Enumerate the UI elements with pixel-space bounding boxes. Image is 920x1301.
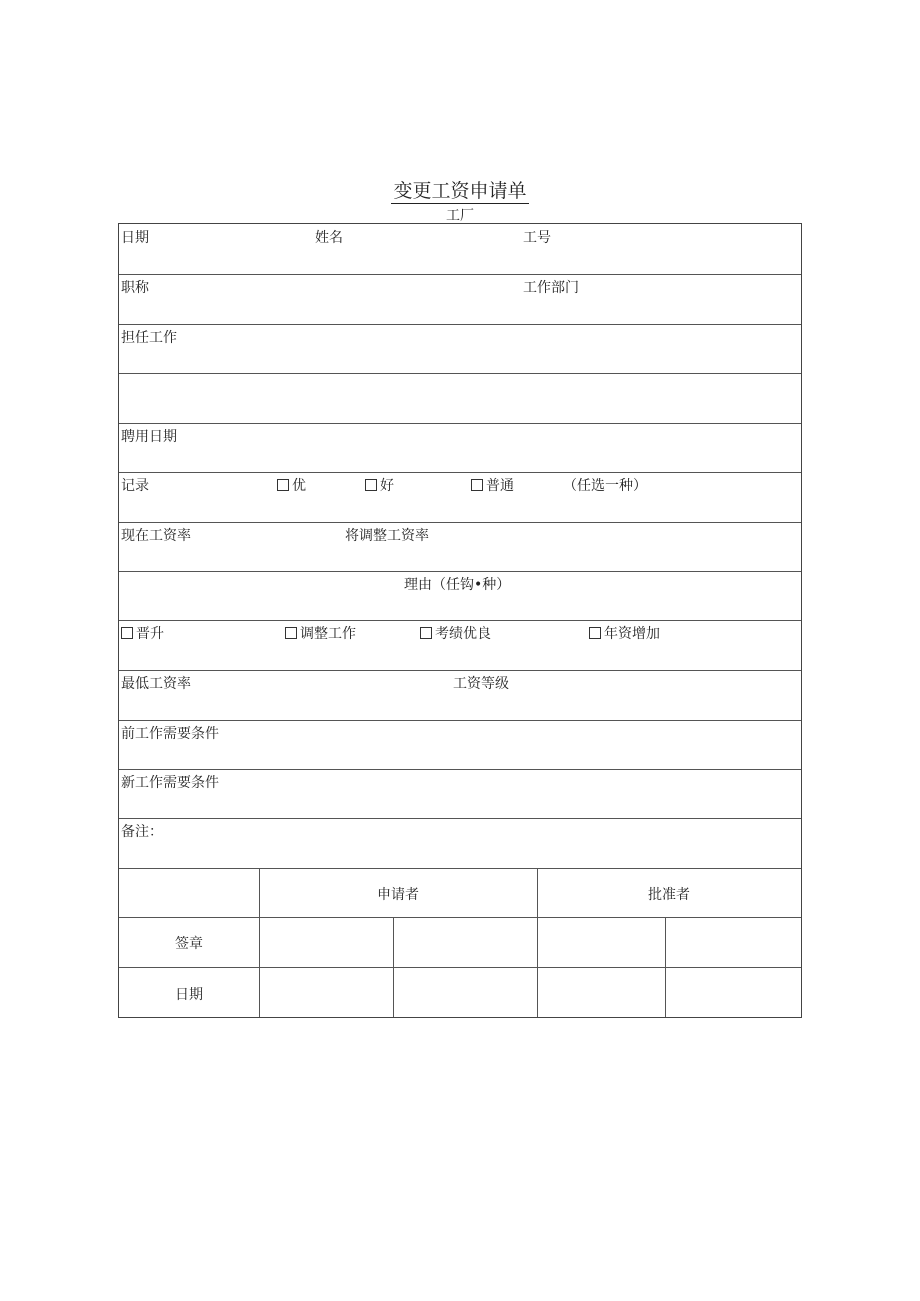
checkbox-icon <box>589 627 601 639</box>
checkbox-icon <box>365 479 377 491</box>
employee-number-label: 工号 <box>523 230 551 246</box>
form-title: 变更工资申请单 <box>393 180 527 202</box>
row-reason <box>119 571 801 621</box>
row-min-rate-grade <box>119 670 801 721</box>
reason-label: 理由（任钩•种） <box>404 577 511 593</box>
factory-label: 工厂 <box>446 208 474 224</box>
table-divider <box>259 868 260 1017</box>
row-title-dept <box>119 274 801 325</box>
row-blank <box>119 373 801 424</box>
checkbox-icon <box>420 627 432 639</box>
table-divider <box>537 868 538 1017</box>
salary-grade-label: 工资等级 <box>453 676 509 692</box>
approver-header: 批准者 <box>648 887 690 903</box>
row-job <box>119 324 801 374</box>
reason-option-job-adjustment[interactable]: 调整工作 <box>285 623 356 643</box>
name-label: 姓名 <box>315 230 343 246</box>
adjusted-rate-label: 将调整工资率 <box>345 528 429 544</box>
salary-change-form <box>118 223 802 1018</box>
record-option-average[interactable]: 普通 <box>471 475 514 495</box>
record-label: 记录 <box>121 478 149 494</box>
department-label: 工作部门 <box>523 280 579 296</box>
min-rate-label: 最低工资率 <box>121 676 191 692</box>
applicant-header: 申请者 <box>377 887 419 903</box>
sign-header-row <box>119 868 801 918</box>
job-title-label: 职称 <box>121 280 149 296</box>
row-prev-requirements <box>119 720 801 770</box>
row-record <box>119 472 801 523</box>
row-basic-info <box>119 224 801 275</box>
row-rates <box>119 522 801 572</box>
sign-date-row <box>119 967 801 1017</box>
record-option-good[interactable]: 好 <box>365 475 394 495</box>
reason-option-good-performance[interactable]: 考绩优良 <box>420 623 491 643</box>
checkbox-icon <box>121 627 133 639</box>
record-option-excellent[interactable]: 优 <box>277 475 306 495</box>
remarks-label: 备注： <box>121 824 163 840</box>
checkbox-icon <box>277 479 289 491</box>
table-divider <box>393 917 394 1017</box>
record-choose-one-note: （任选一种） <box>563 478 647 494</box>
seal-label: 签章 <box>175 936 203 952</box>
table-divider <box>665 917 666 1017</box>
row-remarks <box>119 818 801 869</box>
row-hire-date <box>119 423 801 473</box>
hire-date-label: 聘用日期 <box>121 429 177 445</box>
row-new-requirements <box>119 769 801 819</box>
reason-option-seniority[interactable]: 年资增加 <box>589 623 660 643</box>
job-label: 担任工作 <box>121 330 177 346</box>
prev-requirements-label: 前工作需要条件 <box>121 726 219 742</box>
checkbox-icon <box>285 627 297 639</box>
new-requirements-label: 新工作需要条件 <box>121 775 219 791</box>
sign-date-label: 日期 <box>175 987 203 1003</box>
row-reason-options <box>119 620 801 671</box>
current-rate-label: 现在工资率 <box>121 528 191 544</box>
checkbox-icon <box>471 479 483 491</box>
date-label: 日期 <box>121 230 149 246</box>
reason-option-promotion[interactable]: 晋升 <box>121 623 164 643</box>
sign-seal-row <box>119 917 801 968</box>
